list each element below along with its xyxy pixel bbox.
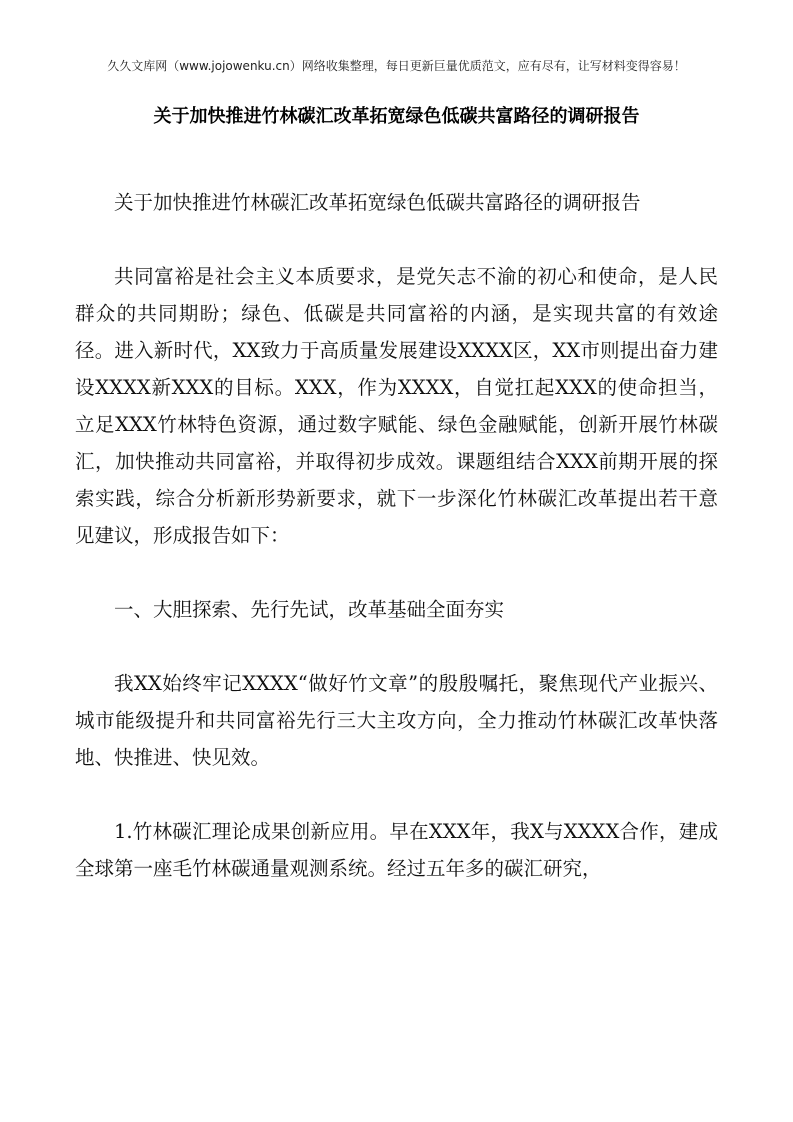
numbered-paragraph: 1.竹林碳汇理论成果创新应用。早在XXX年，我X与XXXX合作，建成全球第一座毛竹林碳通量观测系统。经过五年多的碳汇研究， <box>75 820 718 880</box>
site-header-note: 久久文库网（www.jojowenku.cn）网络收集整理，每日更新巨量优质范文，应有尽有，让写材料变得容易！ <box>107 59 686 73</box>
document-title: 关于加快推进竹林碳汇改革拓宽绿色低碳共富路径的调研报告 <box>153 106 640 127</box>
paragraph-gap <box>75 221 718 258</box>
document-body <box>75 184 718 887</box>
intro-paragraph: 共同富裕是社会主义本质要求，是党矢志不渝的初心和使命，是人民群众的共同期盼；绿色、低碳是共同富裕的内涵，是实现共富的有效途径。进入新时代，XX致力于高质量发展建设XXXX区，XX市则提出奋力建设XXXX新XXX的目标。XXX，作为XXXX，自觉扛起XXX的使命担当，立足XXX竹林特色资源，通过数字赋能、绿色金融赋能，创新开展竹林碳汇，加快推动共同富裕，并取得初步成效。课题组结合XXX前期开展的探索实践，综合分析新形势新要求，就下一步深化竹林碳汇改革提出若干意见建议，形成报告如下： <box>75 265 718 547</box>
paragraph-gap <box>75 554 718 591</box>
subtitle-paragraph: 关于加快推进竹林碳汇改革拓宽绿色低碳共富路径的调研报告 <box>114 191 641 214</box>
section-heading: 一、大胆探索、先行先试，改革基础全面夯实 <box>114 598 505 621</box>
paragraph-gap <box>75 776 718 813</box>
section-paragraph: 我XX始终牢记XXXX“做好竹文章”的殷殷嘱托，聚焦现代产业振兴、城市能级提升和共同富裕先行三大主攻方向，全力推动竹林碳汇改革快落地、快推进、快见效。 <box>75 672 718 769</box>
paragraph-gap <box>75 628 718 665</box>
